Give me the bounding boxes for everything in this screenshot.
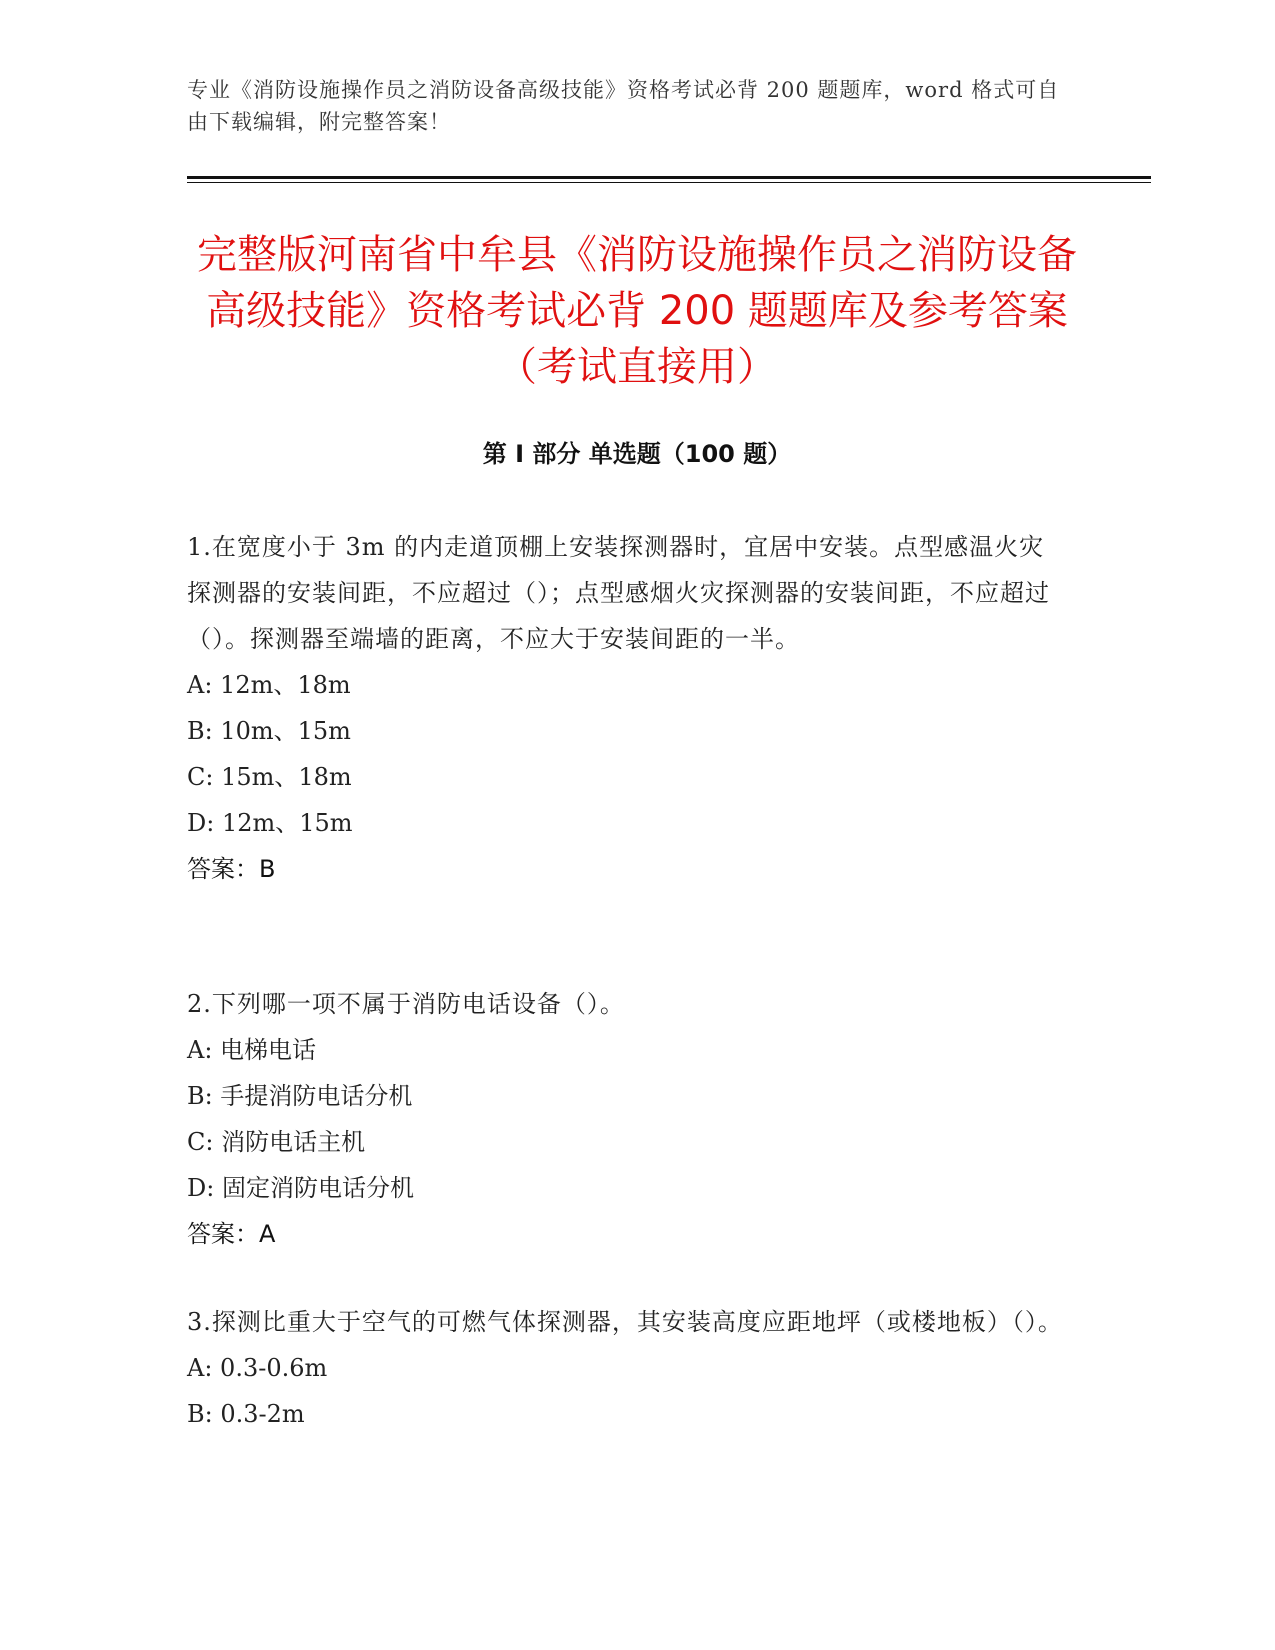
question-1	[187, 524, 1067, 892]
option-a: A: 电梯电话	[187, 1036, 317, 1064]
option-b: B: 10m、15m	[187, 717, 351, 745]
question-3	[187, 1299, 1067, 1437]
question-stem: 2.下列哪一项不属于消防电话设备（）。	[187, 990, 625, 1018]
question-stem: 1.在宽度小于 3m 的内走道顶棚上安装探测器时，宜居中安装。点型感温火灾探测器的安装间距，不应超过（）；点型感烟火灾探测器的安装间距，不应超过（）。探测器至端墙的距离，不应大于安装间距的一半。	[187, 533, 1050, 653]
option-c: C: 消防电话主机	[187, 1128, 366, 1156]
section-heading: 第 I 部分 单选题（100 题）	[482, 440, 792, 468]
question-stem: 3.探测比重大于空气的可燃气体探测器，其安装高度应距地坪（或楼地板）（）。	[187, 1308, 1063, 1336]
option-c: C: 15m、18m	[187, 763, 352, 791]
answer: 答案：B	[187, 855, 276, 883]
option-d: D: 12m、15m	[187, 809, 353, 837]
question-2	[187, 981, 1067, 1257]
option-a: A: 0.3-0.6m	[187, 1354, 328, 1382]
answer: 答案：A	[187, 1220, 276, 1248]
header-note: 专业《消防设施操作员之消防设备高级技能》资格考试必背 200 题题库，word 格式可自由下载编辑，附完整答案！	[187, 78, 1060, 134]
option-b: B: 手提消防电话分机	[187, 1082, 413, 1110]
header-divider-thin	[187, 182, 1151, 183]
option-b: B: 0.3-2m	[187, 1400, 305, 1428]
header-divider-thick	[187, 176, 1151, 179]
document-title: 完整版河南省中牟县《消防设施操作员之消防设备高级技能》资格考试必背 200 题题库及参考答案（考试直接用）	[197, 232, 1077, 390]
option-d: D: 固定消防电话分机	[187, 1174, 414, 1202]
option-a: A: 12m、18m	[187, 671, 351, 699]
